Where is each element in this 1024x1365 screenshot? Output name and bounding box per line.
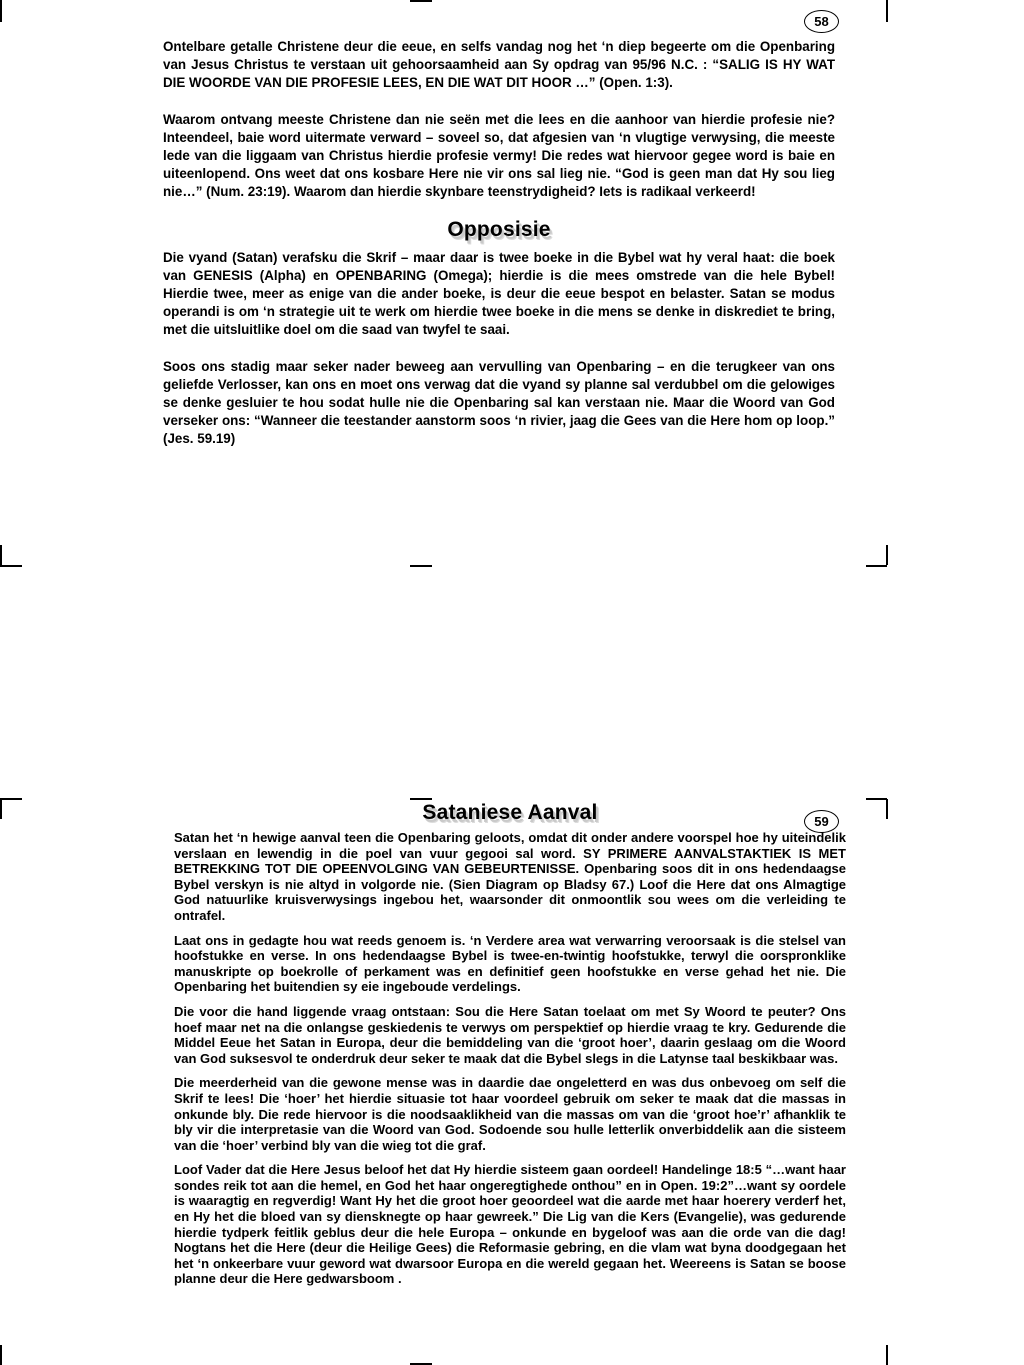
- body-paragraph: Die voor die hand liggende vraag ontstaan: Sou die Here Satan toelaat om met Sy Woord te peuter? Ons hoef maar net na die onlangse geskiedenis te verwys om perspektief op hierdie vraag te kry. Gedurende die Middel Eeue het Satan in Europa, deur die bemiddeling van die ‘groot hoer’, daarin geslaag om die Woord van God suksesvol te onderdruk deur seker te maak dat die Bybel slegs in die Latynse taal beskikbaar was.: [174, 1003, 846, 1066]
- crop-mark: [410, 1363, 432, 1365]
- crop-mark: [886, 799, 888, 819]
- crop-mark: [0, 0, 2, 22]
- page-59-content: [174, 830, 846, 1287]
- body-paragraph: Die meerderheid van die gewone mense was in daardie dae ongeletterd en was dus onbevoeg om self die Skrif te lees! Die ‘hoer’ het hierdie situasie tot haar voordeel gebruik om seker te maak dat die massas in onkunde bly. Die rede hiervoor is die noodsaaklikheid van die massas om van die ‘groot hoe’r’ afhanklik te bly vir die interpretasie van die Woord van God. Sodoende sou hulle letterlik onverbiddelik aan die sisteem van die ‘hoer’ verbind bly van die wieg tot die graf.: [174, 1075, 846, 1153]
- crop-mark: [0, 545, 2, 565]
- body-paragraph: Satan het ‘n hewige aanval teen die Openbaring geloots, omdat dit onder andere voorspel hoe hy uiteindelik verslaan en lewendig in die poel van vuur gegooi sal word. SY PRIMERE AANVALSTAKTIEK IS MET BETREKKING TOT DIE OPEENVOLGING VAN GEBEURTENISSE. Openbaring soos dit in ons hedendaagse Bybel verskyn is nie altyd in volgorde nie. (Sien Diagram op Bladsy 67.) Loof die Here dat ons Almagtige God natuurlike kruisverwysings ingebou het, waarsonder dit onmoontlik sou wees om die verleiding te ontrafel.: [174, 830, 846, 923]
- crop-mark: [0, 799, 2, 819]
- crop-mark: [0, 1345, 2, 1365]
- crop-mark: [886, 0, 888, 22]
- crop-mark: [410, 0, 432, 2]
- crop-mark: [886, 545, 888, 565]
- crop-mark: [0, 798, 22, 800]
- crop-mark: [410, 798, 432, 800]
- intro-paragraph: Waarom ontvang meeste Christene dan nie seën met die lees en die aanhoor van hierdie profesie nie? Inteendeel, baie word uitermate verward – soveel so, dat afgesien van ‘n vlugtige verwysing, die meeste lede van die liggaam van Christus hierdie profesie vermy! Die redes wat hiervoor gegee word is baie en uiteenlopend. Ons weet dat ons kosbare Here nie vir ons sal lieg nie. “God is geen man dat Hy sou lieg nie…” (Num. 23:19). Waarom dan hierdie skynbare teenstrydigheid? Iets is radikaal verkeerd!: [163, 111, 835, 200]
- crop-mark: [886, 1345, 888, 1365]
- section-heading-sataniese-aanval: Sataniese Aanval: [422, 801, 598, 824]
- crop-mark: [866, 798, 887, 800]
- body-paragraph: Loof Vader dat die Here Jesus beloof het dat Hy hierdie sisteem gaan oordeel! Handelinge 18:5 “…want haar sondes reik tot aan die hemel, en God het haar ongeregtighede onthou” en in Open. 19:2”…want sy oordele is waaragtig en regverdig! Want Hy het die groot hoer geoordeel wat die aarde met haar hoerery verderf het, en Hy het die bloed van sy diensknegte op haar gewreek.” Die Lig van die Kers (Evangelie), was gedurende hierdie tydperk feitlik geblus deur die hele Europa – onkunde en bygeloof was aan die orde van die dag! Nogtans het die Here (deur die Heilige Gees) die Reformasie gebring, en die vlam wat byna doodgegaan het het ‘n onkeerbare vuur geword wat dwarsoor Europa en die wereld gegaan het. Weereens is Satan se boose planne deur die Here gedwarsboom .: [174, 1162, 846, 1287]
- intro-paragraph: Ontelbare getalle Christene deur die eeue, en selfs vandag nog het ‘n diep begeerte om die Openbaring van Jesus Christus te verstaan uit gehoorsaamheid aan Sy opdrag van 95/96 N.C. : “SALIG IS HY WAT DIE WOORDE VAN DIE PROFESIE LEES, EN DIE WAT DIT HOOR …” (Open. 1:3).: [163, 39, 835, 91]
- body-paragraph: Soos ons stadig maar seker nader beweeg aan vervulling van Openbaring – en die terugkeer van ons geliefde Verlosser, kan ons en moet ons verwag dat die vyand sy planne sal verdubbel om die gelowiges se denke gesluier te hou sodat hulle nie die Openbaring sal kan verstaan nie. Maar die Woord van God verseker ons: “Wanneer die teestander aanstorm soos ‘n rivier, jaag die Gees van die Here hom op loop.” (Jes. 59.19): [163, 358, 835, 447]
- crop-mark: [410, 565, 432, 567]
- crop-mark: [866, 565, 887, 567]
- page-number-badge: 58: [804, 10, 839, 33]
- page-58-content: [163, 38, 835, 449]
- crop-mark: [0, 565, 22, 567]
- section-heading-opposisie: Opposisie: [447, 217, 551, 241]
- body-paragraph: Die vyand (Satan) verafsku die Skrif – maar daar is twee boeke in die Bybel wat hy veral haat: die boek van GENESIS (Alpha) en OPENBARING (Omega); hierdie is die mees omstrede van die hele Bybel! Hierdie twee, meer as enige van die ander boeke, is deur die eeue bespot en belaster. Satan se modus operandi is om ‘n strategie uit te werk om hierdie twee boeke in die mens se denke in diskrediet te bring, met die uitsluitlike doel om die saad van twyfel te saai.: [163, 249, 835, 338]
- page-number-badge: 59: [804, 810, 839, 833]
- body-paragraph: Laat ons in gedagte hou wat reeds genoem is. ‘n Verdere area wat verwarring veroorsaak is die stelsel van hoofstukke en verse. In ons hedendaagse Bybel is twee-en-twintig hoofstukke, terwyl die oorspronklike manuskripte op boekrolle of perkament was en definitief geen hoofstukke en verse gehad het nie. Die Openbaring het buitendien sy eie ingeboude verdelings.: [174, 932, 846, 995]
